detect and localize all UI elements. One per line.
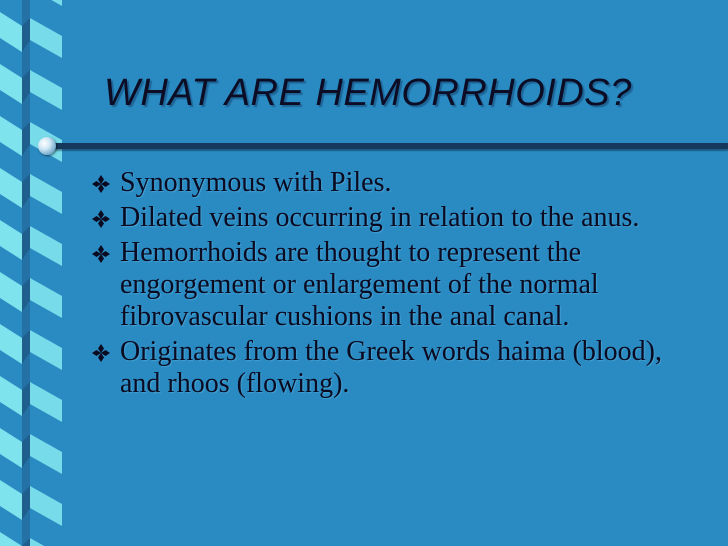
bullet-text: Synonymous with Piles. bbox=[120, 167, 392, 198]
bullet-item bbox=[86, 167, 706, 199]
bullet-item bbox=[86, 237, 706, 333]
decorative-ribbon bbox=[0, 0, 80, 546]
title-divider bbox=[46, 143, 728, 149]
diamond-bullet-icon bbox=[92, 344, 110, 362]
slide-title: WHAT ARE HEMORRHOIDS? bbox=[104, 72, 632, 114]
divider-knob bbox=[38, 137, 56, 155]
bullet-text: Originates from the Greek words haima (blood), and rhoos (flowing). bbox=[120, 336, 662, 399]
diamond-bullet-icon bbox=[92, 210, 110, 228]
bullet-list bbox=[86, 167, 706, 403]
bullet-text: Hemorrhoids are thought to represent the engorgement or enlargement of the normal fibrovascular cushions in the anal canal. bbox=[120, 237, 599, 332]
bullet-item bbox=[86, 336, 706, 400]
diamond-bullet-icon bbox=[92, 245, 110, 263]
bullet-item bbox=[86, 202, 706, 234]
diamond-bullet-icon bbox=[92, 175, 110, 193]
bullet-text: Dilated veins occurring in relation to the anus. bbox=[120, 202, 640, 233]
